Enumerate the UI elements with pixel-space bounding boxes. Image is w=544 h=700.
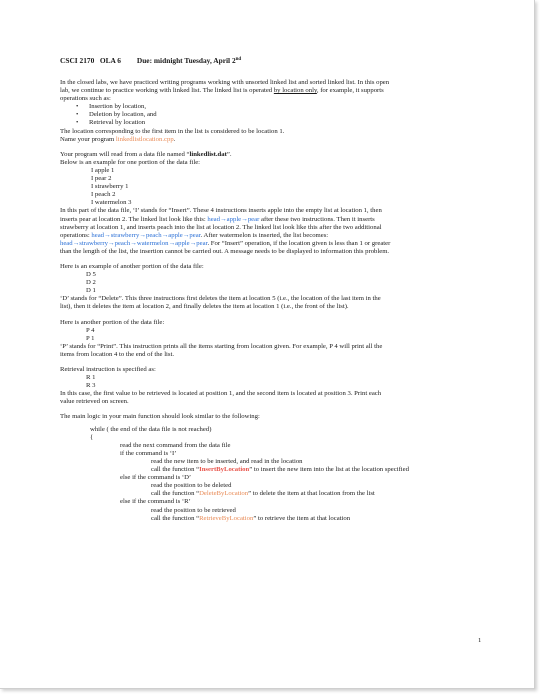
delete-explanation: list), then it deletes the item at location 2, and finally deletes the item at location 1 (i.e., the front of the list). [60,303,349,311]
pseudocode-line: if the command is ‘I’ [120,449,177,457]
pseudocode-line: read the next command from the data file [120,441,231,449]
insert-explanation: inserts pear at location 2. The linked list look like this: head→apple→pear after these two instructions. Then it inserts [60,215,375,223]
program-file-name: linkedlistlocation.cpp [115,135,174,143]
data-file-line: Your program will read from a data file named “linkedlist.dat”. [60,150,232,158]
function-name: RetrieveByLocation [199,514,254,522]
data-example-line: I strawberry 1 [91,183,129,191]
main-logic-intro: The main logic in your main function should look similar to the following: [60,413,260,421]
pseudocode-line: call the function “InsertByLocation” to insert the new item into the list at the location specified [151,466,409,474]
data-example-line: I pear 2 [91,175,112,183]
data-example-line: D 2 [86,279,96,287]
print-explanation: items from location 4 to the end of the list. [60,350,175,358]
data-file-name: linkedlist.dat [189,150,227,158]
insert-explanation: operations: head→strawberry→peach→apple→pear. After watermelon is inserted, the list becomes: [60,231,329,239]
pseudocode-line: else if the command is ‘D’ [120,474,192,482]
pseudocode-line: read the position to be deleted [151,482,232,490]
page-number: 1 [478,637,482,644]
insert-explanation: head→strawberry→peach→watermelon→apple→pear. For “Insert” operation, if the location given is less than 1 or greater [60,239,391,247]
retrieve-intro: Retrieval instruction is specified as: [60,366,156,373]
pseudocode-line: read the new item to be inserted, and read in the location [151,457,303,465]
operations-list [60,103,490,127]
pseudocode-line: else if the command is ‘R’ [120,498,191,506]
retrieve-explanation: value retrieved on screen. [60,398,129,406]
pseudocode-line: read the position to be retrieved [151,506,236,514]
assignment-header [60,56,490,66]
intro-line-2: lab, we continue to practice working with linked list. The linked list is operated by location only, for example, it supports [60,87,384,95]
data-example-line: P 4 [86,326,95,334]
list-item: • Deletion by location, and [60,111,490,119]
data-example-line: I peach 2 [91,191,116,199]
location-note: The location corresponding to the first item in the list is considered to be location 1. [60,127,285,135]
pseudocode-line: call the function “DeleteByLocation” to delete the item at that location from the list [151,490,375,498]
list-item: • Insertion by location, [60,103,490,111]
data-example-line: D 5 [86,271,96,279]
print-explanation: ‘P’ stands for “Print”. This instruction prints all the items starting from location given. For example, P 4 will print all the [60,342,383,350]
data-example-line: I apple 1 [91,166,115,174]
intro-line-3: operations such as: [60,95,111,103]
list-chain: head→strawberry→peach→apple→pear [91,231,201,239]
insert-explanation: than the length of the list, the insertion cannot be carried out. A message needs to be displayed to information this problem. [60,247,390,255]
list-chain: head→apple→pear [207,215,260,223]
function-name: InsertByLocation [199,466,250,474]
pseudocode-line: { [90,433,94,441]
data-file-intro: Below is an example for one portion of the data file: [60,158,201,166]
ola-number: OLA 6 [99,56,121,65]
intro-line-1: In the closed labs, we have practiced writing programs working with unsorted linked list and sorted linked list. In this open [60,79,390,86]
data-example-line: R 1 [86,374,96,382]
program-name-line: Name your program linkedlistlocation.cpp. [60,135,176,143]
insert-explanation: strawberry at location 1, and inserts peach into the list at location 2. The linked list look like this after the two additional [60,223,382,231]
data-example-line: D 1 [86,287,96,295]
list-chain: head→strawberry→peach→watermelon→apple→pear [60,239,208,247]
insert-explanation: In this part of the data file, ‘I’ stands for “Insert”. These 4 instructions inserts apple into the empty list at location 1, then [60,207,382,215]
delete-intro: Here is an example of another portion of the data file: [60,262,204,270]
due-date: Due: midnight Tuesday, April 2nd [136,56,242,65]
data-example-line: P 1 [86,334,95,342]
function-name: DeleteByLocation [199,490,249,498]
course-code: CSCI 2170 [60,56,95,65]
print-intro: Here is another portion of the data file: [60,318,165,326]
pseudocode-line: while ( the end of the data file is not reached) [90,425,212,433]
data-example-line: R 3 [86,382,96,390]
document-body [60,56,490,523]
list-item: • Retrieval by location [60,119,490,127]
data-example-line: I watermelon 3 [91,199,132,207]
retrieve-explanation: In this case, the first value to be retrieved is located at position 1, and the second item is located at position 3. Print each [60,390,382,398]
pseudocode-line: call the function “RetrieveByLocation” to retrieve the item at that location [151,514,351,522]
delete-explanation: ‘D’ stands for “Delete”. This three instructions first deletes the item at location 5 (i.e., the location of the last item in the [60,295,381,303]
